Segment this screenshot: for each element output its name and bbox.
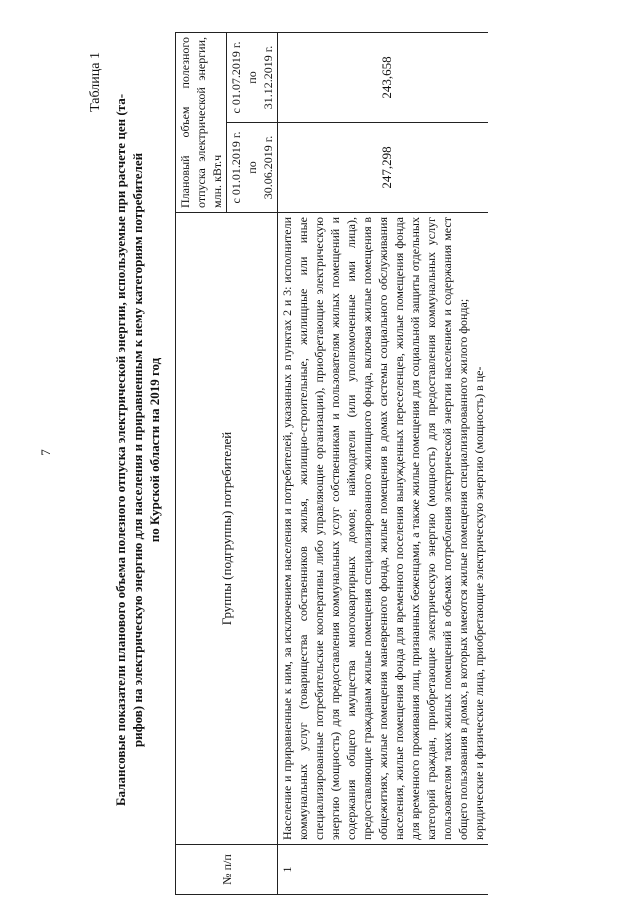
row-description	[278, 213, 489, 845]
header-plan-volume: Плановый объем полезного отпуска электрической энергии, млн. кВт.ч	[176, 32, 227, 212]
row-value-period-2: 243,658	[278, 32, 489, 122]
balance-table	[175, 32, 488, 895]
title-line-2: рифов) на электрическую энергию для населения и приравненным к нему категориям потребителей	[130, 152, 145, 748]
period-1-to: 30.06.2019 г.	[261, 135, 275, 200]
header-period-1	[227, 123, 278, 213]
period-2-to: 31.12.2019 г.	[261, 45, 275, 110]
document-title	[112, 90, 163, 810]
title-line-3: по Курской области на 2019 год	[147, 357, 162, 543]
row-description-text: Население и приравненные к ним, за исключением населения и потребителей, указанных в пунктах 2 и 3: исполнители коммунальных услуг (товарищества собственников жилья, жилищно-строительные, жилищные или иные специализированные потребительские кооперативы либо управляющие организации), приобретающие электрическую энергию (мощность) для предоставления коммунальных услуг собственникам и пользователям жилых помещений и содержания общего имущества многоквартирных домов; наймодатели (или уполномоченные ими лица), предоставляющие гражданам жилые помещения специализированного жилищного фонда, включая жилые помещения в общежитиях, жилые помещения маневренного фонда, жилые помещения в домах системы социального обслуживания населения, жилые помещения фонда для временного поселения вынужденных переселенцев, жилые помещения фонда для временного проживания лиц, признанных беженцами, а также жилые помещения для социальной защиты отдельных категорий граждан, приобретающие электрическую энергию (мощность) для предоставления коммунальных услуг пользователям таких жилых помещений в объемах потребления электрической энергии населением и содержания мест общего пользования в домах, в которых имеются жилые помещения специализированного жилого фонда;	[280, 217, 470, 840]
header-number: № п/п	[176, 845, 278, 895]
table-header-row	[176, 32, 227, 894]
period-1-from: с 01.01.2019 г.	[229, 131, 243, 204]
table-row	[278, 32, 489, 894]
row-number: 1	[278, 845, 489, 895]
period-2-from: с 01.07.2019 г.	[229, 41, 243, 114]
header-period-2	[227, 32, 278, 122]
page-number: 7	[38, 449, 53, 456]
row-description-continued: юридические и физические лица, приобретающие электрическую энергию (мощность) в це-	[472, 366, 486, 840]
period-1-sep: по	[245, 161, 259, 174]
table-label: Таблица 1	[88, 52, 103, 112]
period-2-sep: по	[245, 71, 259, 84]
header-groups: Группы (подгруппы) потребителей	[176, 213, 278, 845]
title-line-1: Балансовые показатели планового объема полезного отпуска электрической энергии, используемые при расчете цен (та-	[113, 93, 128, 807]
row-value-period-1: 247,298	[278, 123, 489, 213]
